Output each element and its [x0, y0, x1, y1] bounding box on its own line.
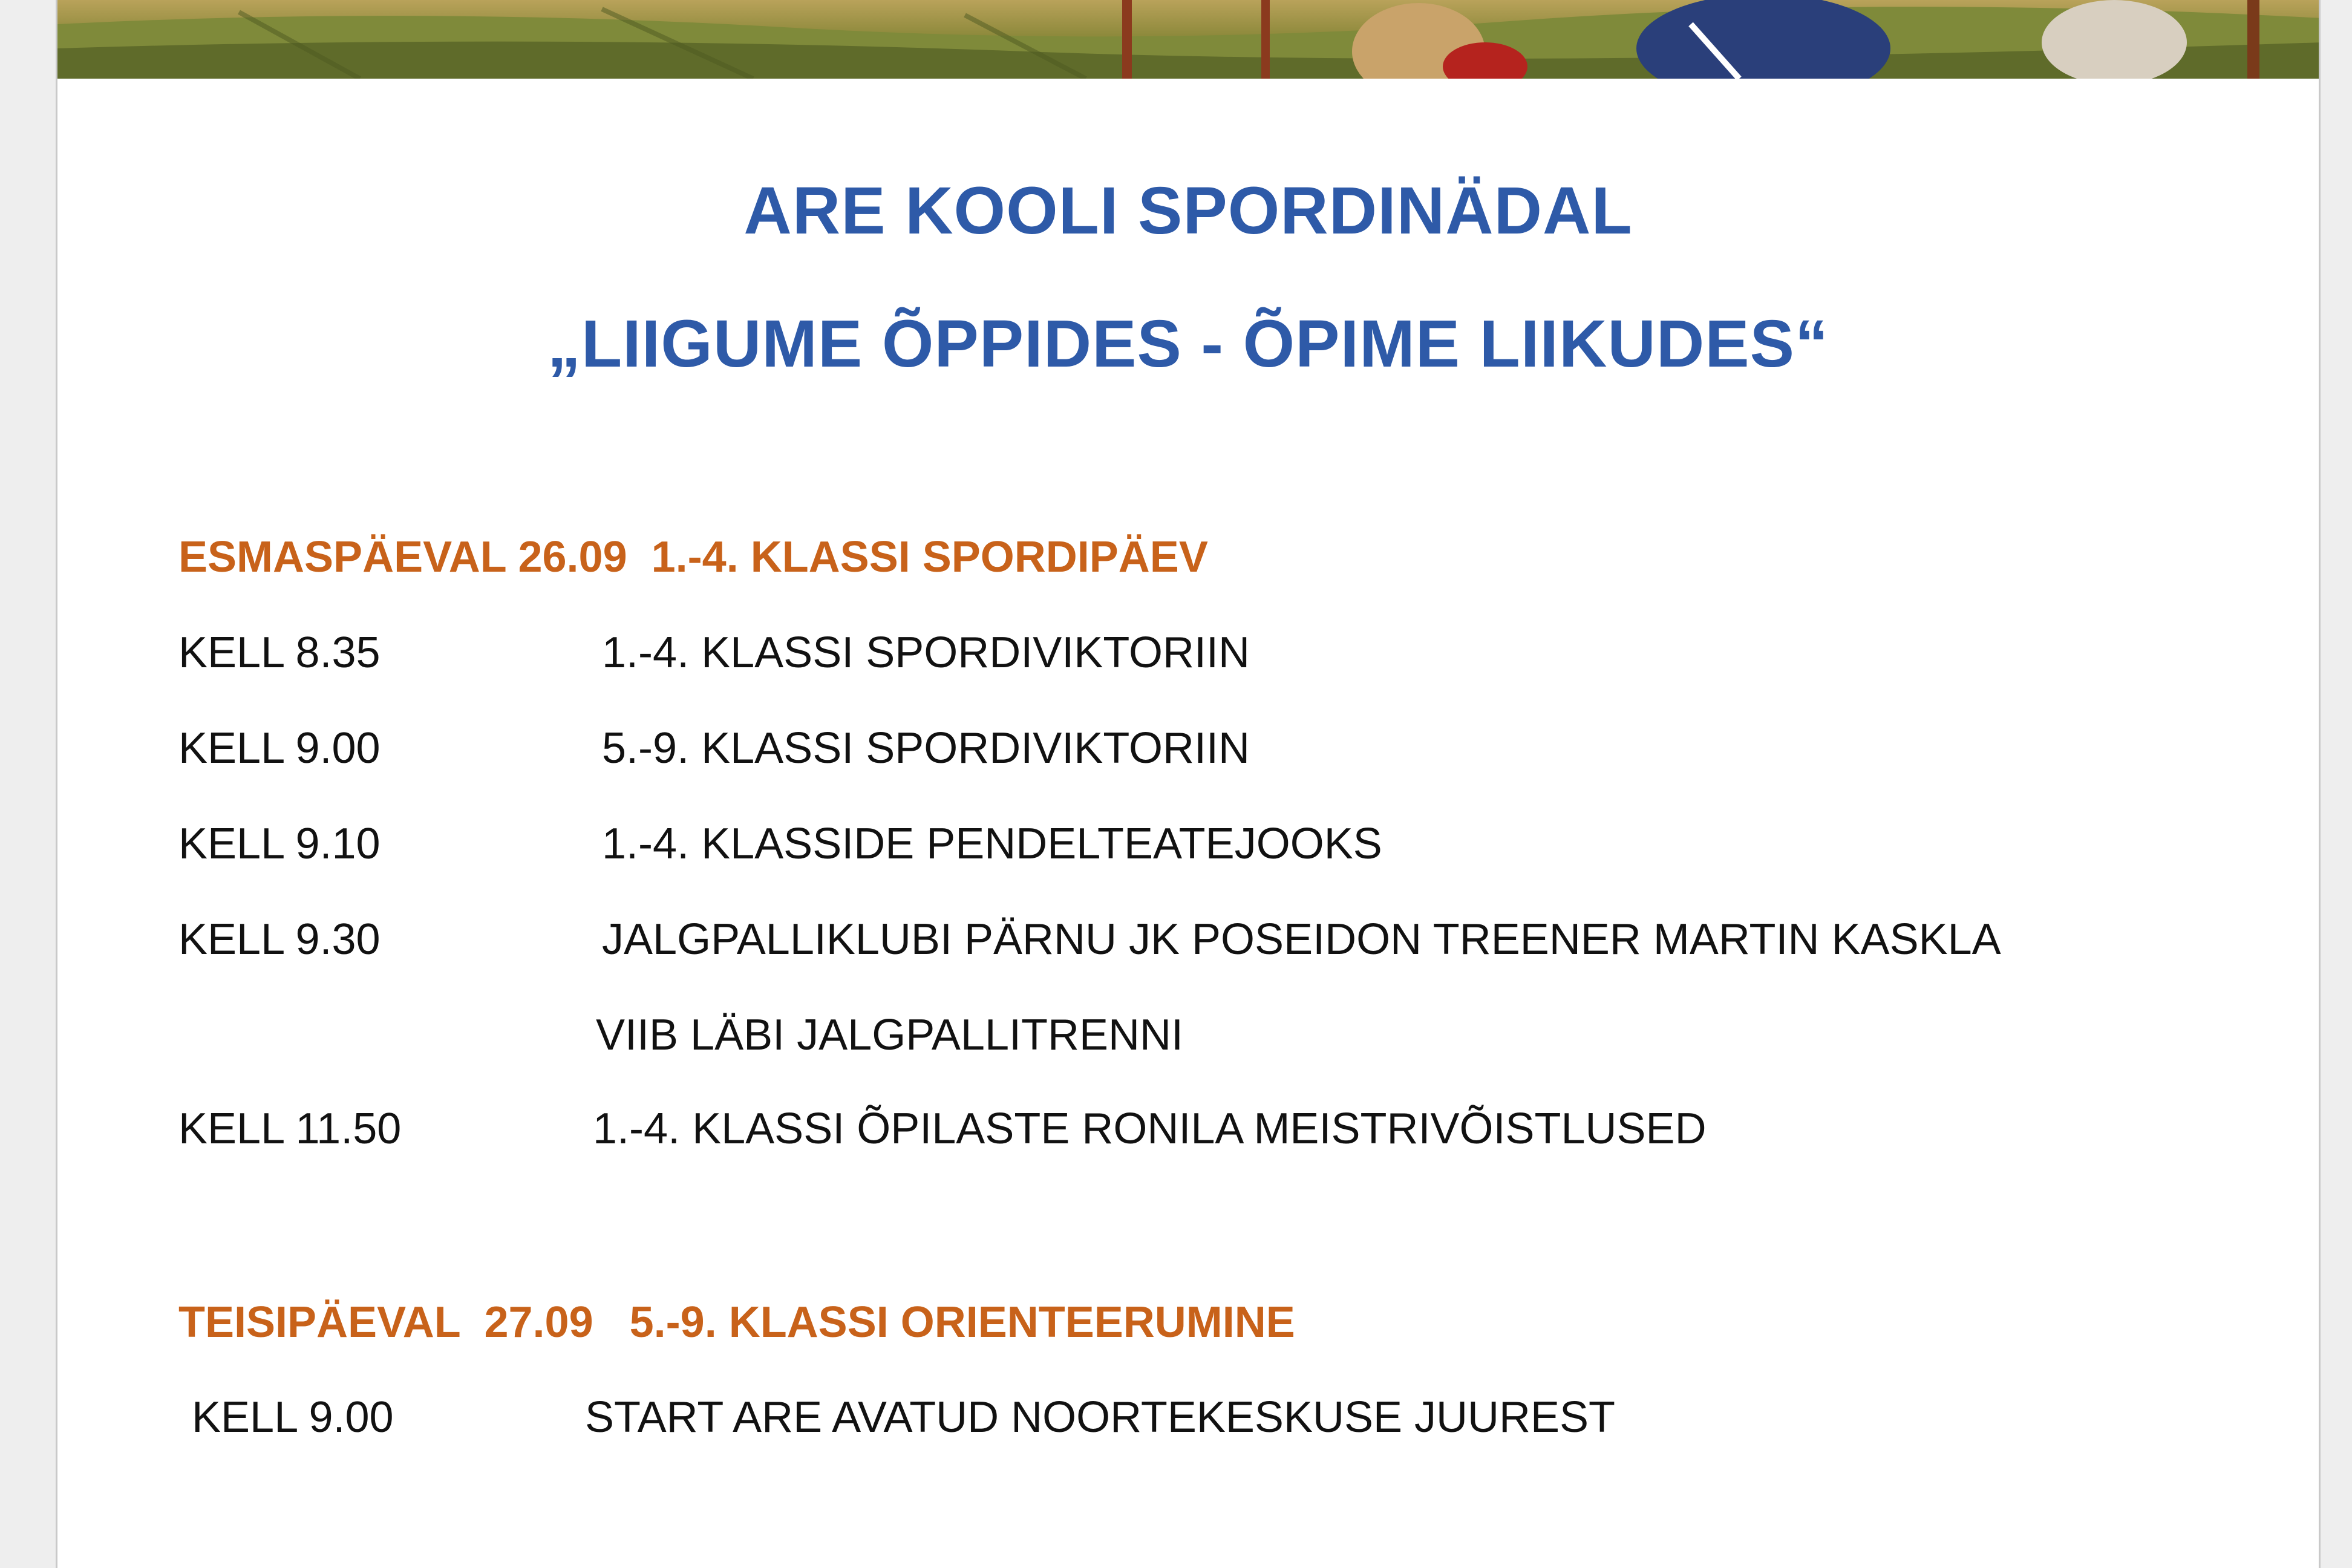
- document-page: [56, 0, 2321, 1568]
- schedule-row: [178, 1104, 1707, 1302]
- row-description: START ARE AVATUD NOORTEKESKUSE JUUREST: [585, 1393, 1616, 1442]
- row-description: 1.-4. KLASSI ÕPILASTE RONILA MEISTRIVÕISTLUSED: [593, 1105, 1707, 1153]
- row-description: 1.-4. KLASSIDE PENDELTEATEJOOKS: [602, 820, 1382, 868]
- row-time: KELL 11.50: [178, 1105, 402, 1153]
- row-time: KELL 9.30: [178, 915, 381, 964]
- tuesday-heading: TEISIPÄEVAL 27.09 5.-9. KLASSI ORIENTEERUMINE: [178, 1298, 1295, 1347]
- document-subtitle: „LIIGUME ÕPPIDES - ÕPIME LIIKUDES“: [547, 307, 1829, 381]
- row-description: 5.-9. KLASSI SPORDIVIKTORIIN: [602, 724, 1250, 773]
- row-description: JALGPALLIKLUBI PÄRNU JK POSEIDON TREENER MARTIN KASKLA: [602, 915, 2001, 964]
- row-time: KELL 9.00: [192, 1393, 394, 1442]
- row-description: VIIB LÄBI JALGPALLITRENNI: [596, 1011, 1184, 1059]
- document-title: ARE KOOLI SPORDINÄDAL: [743, 174, 1633, 248]
- row-time: KELL 9.00: [178, 724, 381, 773]
- banner-illustration: [57, 0, 2319, 79]
- monday-heading: ESMASPÄEVAL 26.09 1.-4. KLASSI SPORDIPÄEV: [178, 533, 1208, 581]
- row-time: KELL 8.35: [178, 629, 381, 677]
- row-time: KELL 9.10: [178, 820, 381, 868]
- row-description: 1.-4. KLASSI SPORDIVIKTORIIN: [602, 629, 1250, 677]
- schedule-row: [192, 1393, 1616, 1568]
- header-photo-banner: [57, 0, 2319, 79]
